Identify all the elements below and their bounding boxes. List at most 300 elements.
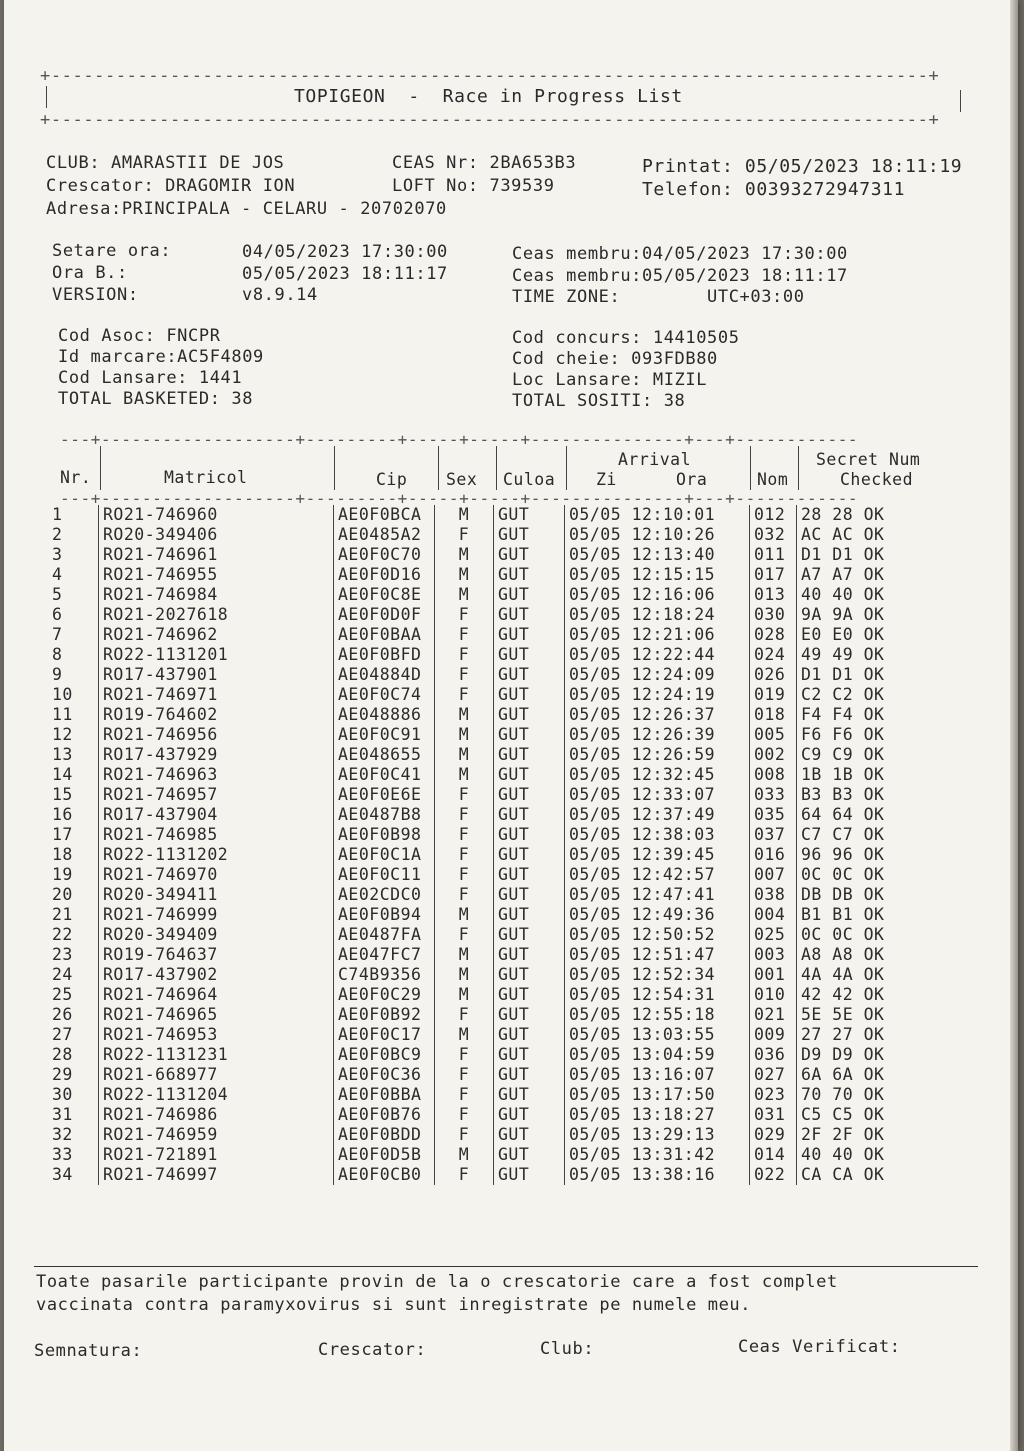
cod-concurs: Cod concurs: 14410505 — [512, 328, 740, 348]
cell-secret-check: 2F 2F OK — [797, 1125, 956, 1145]
cell-color: GUT — [494, 625, 565, 645]
ceas-number: CEAS Nr: 2BA653B3 — [392, 153, 577, 173]
ceas-membru-end: Ceas membru:05/05/2023 18:11:17 — [512, 266, 848, 286]
cell-row-number: 11 — [52, 705, 73, 724]
cell-color: GUT — [494, 665, 565, 685]
cell-color: GUT — [494, 1105, 565, 1125]
cell-secret-check: 40 40 OK — [797, 1145, 956, 1165]
cell-color: GUT — [494, 565, 565, 585]
cell-row-number: 28 — [52, 1045, 73, 1064]
cell-sex: F — [435, 785, 494, 805]
cell-ring-number: RO20-349411 — [99, 885, 334, 905]
cell-sex: M — [435, 965, 494, 985]
cell-ring-number: RO17-437929 — [99, 745, 334, 765]
cell-row-number: 5 — [52, 585, 63, 604]
cell-sex: F — [435, 865, 494, 885]
cell-nom-code: 005 — [750, 725, 797, 745]
table-row — [48, 1125, 955, 1145]
cell-secret-check: 64 64 OK — [797, 805, 956, 825]
cell-secret-check: 6A 6A OK — [797, 1065, 956, 1085]
col-header-secret: Secret Num — [816, 450, 921, 469]
cell-ring-number: RO17-437901 — [99, 665, 334, 685]
cell-chip-id: AE0F0C11 — [334, 865, 435, 885]
col-header-nom: Nom — [757, 470, 789, 489]
cell-chip-id: AE0F0D16 — [334, 565, 435, 585]
cell-ring-number: RO22-1131204 — [99, 1085, 334, 1105]
cell-nom-code: 030 — [750, 605, 797, 625]
cell-ring-number: RO19-764602 — [99, 705, 334, 725]
cell-arrival-time: 05/05 12:32:45 — [565, 765, 750, 785]
cell-chip-id: AE0F0B94 — [334, 905, 435, 925]
cell-chip-id: AE0F0C74 — [334, 685, 435, 705]
cell-nom-code: 026 — [750, 665, 797, 685]
cell-nom-code: 002 — [750, 745, 797, 765]
table-row — [48, 625, 955, 645]
cell-secret-check: 1B 1B OK — [797, 765, 956, 785]
table-row — [48, 745, 955, 765]
cell-nom-code: 003 — [750, 945, 797, 965]
cell-row-number: 9 — [52, 665, 63, 684]
header-divider — [496, 446, 497, 490]
table-row — [48, 925, 955, 945]
cell-sex: M — [435, 985, 494, 1005]
cell-color: GUT — [494, 1025, 565, 1045]
table-row — [48, 1045, 955, 1065]
cell-arrival-time: 05/05 12:51:47 — [565, 945, 750, 965]
cell-arrival-time: 05/05 12:55:18 — [565, 1005, 750, 1025]
cell-sex: F — [435, 665, 494, 685]
table-row — [48, 805, 955, 825]
cell-chip-id: AE0F0C29 — [334, 985, 435, 1005]
cell-ring-number: RO21-746970 — [99, 865, 334, 885]
cell-color: GUT — [494, 705, 565, 725]
cell-chip-id: AE0F0C70 — [334, 545, 435, 565]
cell-secret-check: 49 49 OK — [797, 645, 956, 665]
cell-nom-code: 037 — [750, 825, 797, 845]
table-row — [48, 525, 955, 545]
cell-color: GUT — [494, 805, 565, 825]
cell-ring-number: RO21-746959 — [99, 1125, 334, 1145]
cell-arrival-time: 05/05 12:52:34 — [565, 965, 750, 985]
cell-arrival-time: 05/05 13:04:59 — [565, 1045, 750, 1065]
cell-chip-id: AE048886 — [334, 705, 435, 725]
cell-sex: F — [435, 685, 494, 705]
cell-ring-number: RO22-1131202 — [99, 845, 334, 865]
cell-chip-id: AE0F0BC9 — [334, 1045, 435, 1065]
cell-row-number: 10 — [52, 685, 73, 704]
cell-sex: F — [435, 885, 494, 905]
cell-sex: F — [435, 1045, 494, 1065]
cell-color: GUT — [494, 725, 565, 745]
cell-nom-code: 011 — [750, 545, 797, 565]
header-divider — [100, 446, 101, 490]
paper-edge — [1010, 0, 1018, 1451]
cell-chip-id: AE0F0BCA — [334, 505, 435, 525]
cell-arrival-time: 05/05 12:24:09 — [565, 665, 750, 685]
cell-color: GUT — [494, 825, 565, 845]
cell-color: GUT — [494, 1085, 565, 1105]
cell-arrival-time: 05/05 12:24:19 — [565, 685, 750, 705]
footer-divider — [34, 1266, 978, 1267]
cell-secret-check: A8 A8 OK — [797, 945, 956, 965]
cell-chip-id: AE0F0CB0 — [334, 1165, 435, 1185]
cell-nom-code: 016 — [750, 845, 797, 865]
cell-ring-number: RO21-746953 — [99, 1025, 334, 1045]
cell-row-number: 13 — [52, 745, 73, 764]
cell-arrival-time: 05/05 12:49:36 — [565, 905, 750, 925]
cell-sex: M — [435, 505, 494, 525]
cell-nom-code: 009 — [750, 1025, 797, 1045]
cell-chip-id: AE04884D — [334, 665, 435, 685]
cell-chip-id: AE0485A2 — [334, 525, 435, 545]
cell-secret-check: 28 28 OK — [797, 505, 956, 525]
cell-chip-id: AE02CDC0 — [334, 885, 435, 905]
cell-nom-code: 025 — [750, 925, 797, 945]
cell-arrival-time: 05/05 13:29:13 — [565, 1125, 750, 1145]
cell-sex: F — [435, 825, 494, 845]
cell-row-number: 8 — [52, 645, 63, 664]
breeder-name: Crescator: DRAGOMIR ION — [46, 176, 296, 196]
cell-ring-number: RO21-746962 — [99, 625, 334, 645]
cell-sex: F — [435, 805, 494, 825]
title-box-left-border — [46, 86, 47, 108]
cell-row-number: 15 — [52, 785, 73, 804]
cell-arrival-time: 05/05 12:10:26 — [565, 525, 750, 545]
cell-row-number: 18 — [52, 845, 73, 864]
cell-color: GUT — [494, 505, 565, 525]
cell-row-number: 23 — [52, 945, 73, 964]
cell-row-number: 4 — [52, 565, 63, 584]
cell-secret-check: CA CA OK — [797, 1165, 956, 1185]
cell-secret-check: DB DB OK — [797, 885, 956, 905]
cell-secret-check: F6 F6 OK — [797, 725, 956, 745]
cell-row-number: 32 — [52, 1125, 73, 1144]
cell-color: GUT — [494, 605, 565, 625]
table-header-bottom-border: ---+-------------------+---------+-----+-----+---------------+---+------------ — [60, 489, 859, 508]
title-box-top-border: +---------------------------------------------------------------------------------+ — [40, 66, 940, 86]
cell-nom-code: 010 — [750, 985, 797, 1005]
col-header-checked: Checked — [840, 470, 914, 489]
table-row — [48, 505, 955, 525]
cell-color: GUT — [494, 1045, 565, 1065]
cell-row-number: 29 — [52, 1065, 73, 1084]
cell-color: GUT — [494, 645, 565, 665]
cell-sex: M — [435, 705, 494, 725]
cell-row-number: 7 — [52, 625, 63, 644]
cell-chip-id: AE0F0B76 — [334, 1105, 435, 1125]
cell-chip-id: AE0F0D5B — [334, 1145, 435, 1165]
cell-arrival-time: 05/05 12:38:03 — [565, 825, 750, 845]
cell-secret-check: C5 C5 OK — [797, 1105, 956, 1125]
cell-nom-code: 023 — [750, 1085, 797, 1105]
table-row — [48, 825, 955, 845]
cell-ring-number: RO21-668977 — [99, 1065, 334, 1085]
cell-arrival-time: 05/05 12:18:24 — [565, 605, 750, 625]
cell-ring-number: RO21-746997 — [99, 1165, 334, 1185]
cell-arrival-time: 05/05 12:26:37 — [565, 705, 750, 725]
cell-arrival-time: 05/05 13:03:55 — [565, 1025, 750, 1045]
cell-nom-code: 029 — [750, 1125, 797, 1145]
cell-color: GUT — [494, 905, 565, 925]
loc-lansare: Loc Lansare: MIZIL — [512, 370, 708, 390]
cell-ring-number: RO21-746999 — [99, 905, 334, 925]
cell-arrival-time: 05/05 12:33:07 — [565, 785, 750, 805]
cell-color: GUT — [494, 685, 565, 705]
cell-chip-id: AE0F0C8E — [334, 585, 435, 605]
cell-color: GUT — [494, 585, 565, 605]
cell-nom-code: 032 — [750, 525, 797, 545]
table-row — [48, 1105, 955, 1125]
cell-row-number: 33 — [52, 1145, 73, 1164]
cell-ring-number: RO21-746957 — [99, 785, 334, 805]
cell-chip-id: AE0F0C1A — [334, 845, 435, 865]
ora-b-label: Ora B.: — [52, 263, 128, 283]
table-row — [48, 705, 955, 725]
col-header-zi: Zi — [596, 470, 617, 489]
cell-nom-code: 028 — [750, 625, 797, 645]
cell-chip-id: AE0F0B98 — [334, 825, 435, 845]
cell-arrival-time: 05/05 12:39:45 — [565, 845, 750, 865]
cell-ring-number: RO21-746961 — [99, 545, 334, 565]
cell-color: GUT — [494, 945, 565, 965]
cell-color: GUT — [494, 745, 565, 765]
cell-nom-code: 024 — [750, 645, 797, 665]
report-title: TOPIGEON - Race in Progress List — [294, 86, 683, 107]
cell-arrival-time: 05/05 12:16:06 — [565, 585, 750, 605]
cell-sex: M — [435, 745, 494, 765]
table-row — [48, 785, 955, 805]
cell-row-number: 34 — [52, 1165, 73, 1184]
cell-arrival-time: 05/05 12:21:06 — [565, 625, 750, 645]
printed-date: Printat: 05/05/2023 18:11:19 — [642, 156, 963, 177]
cell-ring-number: RO17-437902 — [99, 965, 334, 985]
cell-row-number: 21 — [52, 905, 73, 924]
cell-chip-id: C74B9356 — [334, 965, 435, 985]
cell-sex: F — [435, 1005, 494, 1025]
cell-secret-check: C2 C2 OK — [797, 685, 956, 705]
cell-sex: M — [435, 1145, 494, 1165]
cell-ring-number: RO20-349406 — [99, 525, 334, 545]
cell-row-number: 17 — [52, 825, 73, 844]
cell-arrival-time: 05/05 12:42:57 — [565, 865, 750, 885]
cell-chip-id: AE0487B8 — [334, 805, 435, 825]
cell-sex: F — [435, 845, 494, 865]
cell-nom-code: 004 — [750, 905, 797, 925]
cell-chip-id: AE0487FA — [334, 925, 435, 945]
cell-sex: F — [435, 1105, 494, 1125]
cell-color: GUT — [494, 845, 565, 865]
cell-secret-check: C7 C7 OK — [797, 825, 956, 845]
cell-color: GUT — [494, 525, 565, 545]
cell-arrival-time: 05/05 12:26:39 — [565, 725, 750, 745]
cell-secret-check: 9A 9A OK — [797, 605, 956, 625]
cod-lansare: Cod Lansare: 1441 — [58, 368, 243, 388]
table-row — [48, 665, 955, 685]
col-header-culoa: Culoa — [503, 470, 556, 489]
cell-arrival-time: 05/05 12:47:41 — [565, 885, 750, 905]
cell-nom-code: 008 — [750, 765, 797, 785]
cell-ring-number: RO21-746960 — [99, 505, 334, 525]
cell-secret-check: D1 D1 OK — [797, 665, 956, 685]
cell-chip-id: AE0F0BFD — [334, 645, 435, 665]
cell-nom-code: 022 — [750, 1165, 797, 1185]
breeder-signature-label: Crescator: — [318, 1340, 427, 1360]
cell-secret-check: B1 B1 OK — [797, 905, 956, 925]
club-name: CLUB: AMARASTII DE JOS — [46, 153, 285, 173]
cell-chip-id: AE0F0BAA — [334, 625, 435, 645]
cell-color: GUT — [494, 885, 565, 905]
cell-sex: F — [435, 605, 494, 625]
cell-sex: F — [435, 1085, 494, 1105]
cell-sex: M — [435, 545, 494, 565]
cod-cheie: Cod cheie: 093FDB80 — [512, 349, 718, 369]
cell-row-number: 26 — [52, 1005, 73, 1024]
cell-row-number: 20 — [52, 885, 73, 904]
total-basketed: TOTAL BASKETED: 38 — [58, 389, 254, 409]
cell-nom-code: 038 — [750, 885, 797, 905]
cell-row-number: 14 — [52, 765, 73, 784]
cell-nom-code: 007 — [750, 865, 797, 885]
cell-sex: F — [435, 1165, 494, 1185]
cell-arrival-time: 05/05 13:16:07 — [565, 1065, 750, 1085]
cell-color: GUT — [494, 1065, 565, 1085]
cell-arrival-time: 05/05 13:17:50 — [565, 1085, 750, 1105]
cell-arrival-time: 05/05 12:15:15 — [565, 565, 750, 585]
cell-arrival-time: 05/05 13:18:27 — [565, 1105, 750, 1125]
cell-nom-code: 033 — [750, 785, 797, 805]
cell-nom-code: 035 — [750, 805, 797, 825]
cell-secret-check: F4 F4 OK — [797, 705, 956, 725]
cell-ring-number: RO21-746956 — [99, 725, 334, 745]
table-row — [48, 685, 955, 705]
table-row — [48, 585, 955, 605]
cell-arrival-time: 05/05 13:31:42 — [565, 1145, 750, 1165]
cell-secret-check: D1 D1 OK — [797, 545, 956, 565]
header-divider — [334, 446, 335, 490]
cell-nom-code: 018 — [750, 705, 797, 725]
cell-sex: M — [435, 1025, 494, 1045]
col-header-arrival: Arrival — [618, 450, 692, 469]
cell-sex: M — [435, 765, 494, 785]
version-value: v8.9.14 — [242, 285, 318, 305]
cod-asoc: Cod Asoc: FNCPR — [58, 326, 221, 346]
cell-ring-number: RO20-349409 — [99, 925, 334, 945]
cell-arrival-time: 05/05 13:38:16 — [565, 1165, 750, 1185]
cell-ring-number: RO21-746955 — [99, 565, 334, 585]
cell-row-number: 25 — [52, 985, 73, 1004]
table-row — [48, 645, 955, 665]
col-header-nr: Nr. — [60, 468, 92, 487]
cell-sex: F — [435, 1065, 494, 1085]
cell-secret-check: AC AC OK — [797, 525, 956, 545]
printed-sheet — [4, 0, 1018, 1451]
table-row — [48, 605, 955, 625]
cell-secret-check: 27 27 OK — [797, 1025, 956, 1045]
header-divider — [438, 446, 439, 490]
cell-row-number: 2 — [52, 525, 63, 544]
cell-nom-code: 021 — [750, 1005, 797, 1025]
cell-ring-number: RO17-437904 — [99, 805, 334, 825]
cell-row-number: 3 — [52, 545, 63, 564]
cell-chip-id: AE048655 — [334, 745, 435, 765]
cell-color: GUT — [494, 545, 565, 565]
table-row — [48, 945, 955, 965]
cell-secret-check: 4A 4A OK — [797, 965, 956, 985]
cell-ring-number: RO22-1131201 — [99, 645, 334, 665]
cell-sex: M — [435, 905, 494, 925]
cell-row-number: 12 — [52, 725, 73, 744]
header-divider — [750, 446, 751, 490]
table-row — [48, 545, 955, 565]
cell-nom-code: 019 — [750, 685, 797, 705]
cell-ring-number: RO21-746986 — [99, 1105, 334, 1125]
cell-chip-id: AE047FC7 — [334, 945, 435, 965]
cell-sex: F — [435, 645, 494, 665]
cell-secret-check: B3 B3 OK — [797, 785, 956, 805]
cell-chip-id: AE0F0C41 — [334, 765, 435, 785]
cell-nom-code: 013 — [750, 585, 797, 605]
cell-row-number: 31 — [52, 1105, 73, 1124]
cell-sex: M — [435, 565, 494, 585]
cell-sex: M — [435, 585, 494, 605]
table-header-top-border: ---+-------------------+---------+-----+-----+---------------+---+------------ — [60, 430, 859, 449]
cell-arrival-time: 05/05 12:37:49 — [565, 805, 750, 825]
vaccination-statement-line1: Toate pasarile participante provin de la o crescatorie care a fost complet — [36, 1272, 838, 1292]
col-header-ora: Ora — [676, 470, 708, 489]
cell-nom-code: 027 — [750, 1065, 797, 1085]
cell-secret-check: E0 E0 OK — [797, 625, 956, 645]
club-signature-label: Club: — [540, 1339, 595, 1359]
cell-ring-number: RO21-746964 — [99, 985, 334, 1005]
cell-arrival-time: 05/05 12:10:01 — [565, 505, 750, 525]
race-results-table — [48, 505, 955, 1185]
table-row — [48, 1025, 955, 1045]
cell-arrival-time: 05/05 12:54:31 — [565, 985, 750, 1005]
cell-color: GUT — [494, 1165, 565, 1185]
cell-nom-code: 001 — [750, 965, 797, 985]
header-divider — [566, 446, 567, 490]
setare-value: 04/05/2023 17:30:00 — [242, 242, 448, 262]
table-row — [48, 765, 955, 785]
cell-sex: M — [435, 725, 494, 745]
col-header-cip: Cip — [376, 470, 408, 489]
cell-chip-id: AE0F0E6E — [334, 785, 435, 805]
cell-nom-code: 036 — [750, 1045, 797, 1065]
cell-secret-check: 0C 0C OK — [797, 865, 956, 885]
cell-secret-check: 5E 5E OK — [797, 1005, 956, 1025]
ceas-membru-start: Ceas membru:04/05/2023 17:30:00 — [512, 244, 848, 264]
cell-row-number: 27 — [52, 1025, 73, 1044]
table-row — [48, 985, 955, 1005]
cell-arrival-time: 05/05 12:22:44 — [565, 645, 750, 665]
table-row — [48, 1165, 955, 1185]
cell-row-number: 22 — [52, 925, 73, 944]
cell-nom-code: 017 — [750, 565, 797, 585]
loft-number: LOFT No: 739539 — [392, 176, 555, 196]
cell-ring-number: RO21-746971 — [99, 685, 334, 705]
cell-secret-check: 70 70 OK — [797, 1085, 956, 1105]
cell-ring-number: RO21-2027618 — [99, 605, 334, 625]
cell-chip-id: AE0F0BBA — [334, 1085, 435, 1105]
cell-ring-number: RO22-1131231 — [99, 1045, 334, 1065]
cell-arrival-time: 05/05 12:50:52 — [565, 925, 750, 945]
cell-secret-check: 0C 0C OK — [797, 925, 956, 945]
ora-b-value: 05/05/2023 18:11:17 — [242, 264, 448, 284]
header-divider — [798, 446, 799, 490]
clock-verified-label: Ceas Verificat: — [738, 1337, 901, 1357]
cell-color: GUT — [494, 965, 565, 985]
cell-ring-number: RO21-746963 — [99, 765, 334, 785]
